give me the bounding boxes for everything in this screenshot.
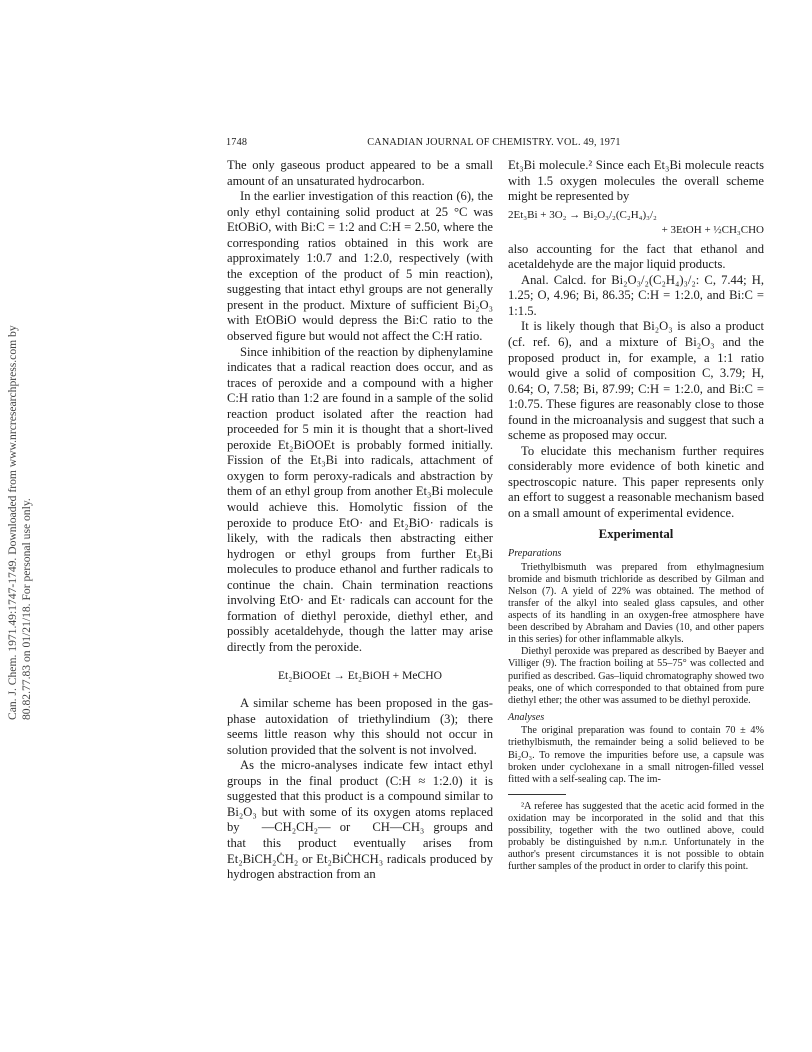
paragraph: The only gaseous product appeared to be a small amount of an unsaturated hydrocarbon. [227,158,493,188]
paragraph: Triethylbismuth was prepared from ethylmagnesium bromide and bismuth trichloride as described by Gilman and Nelson (7). A yield of 22% was obtained. The method of transfer of the alkyl into sealed glass capsules, and other aspects of its handling in an oxygen-free atmosphere have been described by Abraham and Davies (10, and other papers in this series) for other inflammable alkyls. [508,561,764,646]
equation-line: 2Et₃Bi + 3O₂ → Bi₂O₃/₂(C₂H₄)₃/₂ [508,208,657,221]
paragraph: A similar scheme has been proposed in the gas-phase autoxidation of triethylindium (3); there seems little reason why this should not occur in solution provided that the solvent is not involved. [227,696,493,757]
footnote: ²A referee has suggested that the acetic acid formed in the oxidation may be incorporated in the solid and that this possibility, together with the two outlined above, could probably be distinguished by n.m.r. Unfortunately in the author's present circumstances it is not possible to obtain further samples of the product in order to clarify this point. [508,800,764,873]
download-watermark-text: Can. J. Chem. 1971.49:1747-1749. Downloaded from www.nrcresearchpress.com by 80.82.77.83 on 01/21/18. For personal use only. [6,325,33,720]
right-column [508,158,764,873]
journal-title: CANADIAN JOURNAL OF CHEMISTRY. VOL. 49, 1971 [367,137,621,148]
equation-line: + 3EtOH + ½CH₃CHO [661,224,764,237]
paragraph: Et₃Bi molecule.² Since each Et₃Bi molecule reacts with 1.5 oxygen molecules the overall scheme might be represented by [508,158,764,204]
paragraph [227,758,493,882]
page-number: 1748 [226,137,248,148]
footnote-divider [508,794,566,795]
section-heading: Experimental [598,526,674,541]
paragraph-text: groups and that this product eventually arises from Et₂BiCH₂ĊH₂ or Et₂BiĊHCH₃ radicals produced by hydrogen abstraction from an [227,820,493,882]
paragraph: The original preparation was found to contain 70 ± 4% triethylbismuth, the remainder being a solid believed to be Bi₂O₃. To remove the impurities before use, a capsule was broken under cyclohexane in a small nitrogen-filled vessel fitted with a self-sealing cap. The im- [508,725,764,785]
paragraph: It is likely though that Bi₂O₃ is also a product (cf. ref. 6), and a mixture of Bi₂O₃ and the proposed product in, for example, a 1:1 ratio would give a solid of composition C, 3.79; H, 0.64; O, 7.58; Bi, 87.99; C:H = 1:2.0, and Bi:C = 1:0.75. These figures are reasonably close to those found in the microanalysis and suggest that such a scheme as proposed may occur. [508,319,764,443]
subsection-heading: Analyses [508,711,545,723]
equation: Et₂BiOOEt → Et₂BiOH + MeCHO [277,668,443,682]
paragraph: Anal. Calcd. for Bi₂O₃/₂(C₂H₄)₃/₂: C, 7.44; H, 1.25; O, 4.96; Bi, 86.35; C:H = 1:2.0, and Bi:C = 1:1.5. [508,272,764,318]
paragraph: Since inhibition of the reaction by diphenylamine indicates that a radical reaction does occur, and as traces of peroxide and a compound with a higher C:H ratio than 1:2 are found in a sample of the solid reaction product isolated after the reaction had proceeded for 5 min it is thought that a short-lived peroxide Et₂BiOOEt is probably formed initially. Fission of the Et₃Bi into radicals, attachment of oxygen to form peroxy-radicals and abstraction by them of an ethyl group from another Et₃Bi molecule would achieve this. Homolytic fission of the peroxide to produce EtO· and Et₂BiO· radicals is likely, with the radicals then abstracting either hydrogen or ethyl groups from further Et₃Bi molecules to produce ethanol and further radicals to continue the chain. Chain termination reactions involving EtO· and Et· radicals can account for the formation of diethyl peroxide, diethyl ether, and possibly acetaldehyde, though the latter may arise directly from the peroxide. [227,344,493,654]
left-column [227,158,493,883]
paragraph: Diethyl peroxide was prepared as described by Baeyer and Villiger (9). The fraction boiling at 55–75° was collected and purified as described. Gas–liquid chromatography showed two peaks, one of which corresponded to that obtained from pure diethyl ether; the other was assumed to be diethyl peroxide. [508,646,764,706]
download-watermark [6,300,42,720]
paragraph: In the earlier investigation of this reaction (6), the only ethyl containing solid product at 25 °C was EtOBiO, with Bi:C = 1:2 and C:H = 2.50, where the corresponding ratios obtained in this work are approximately 1:0.7 and 1:2.0, respectively (with the exception of the product of 5 min reaction), suggesting that intact ethyl groups are not generally present in the product. Mixture of sufficient Bi₂O₃ with EtOBiO would depress the Bi:C ratio to the observed figure but would not affect the C:H ratio. [227,189,493,344]
or-word: or [339,820,351,835]
subsection-heading: Preparations [508,548,562,560]
paragraph: To elucidate this mechanism further requires considerably more evidence of both kinetic and spectroscopic nature. This paper represents only an effort to suggest a reasonable mechanism based on a small amount of experimental evidence. [508,443,764,521]
ethylene-group: —CH₂CH₂— [261,820,331,835]
paragraph-text: As the micro-analyses indicate few intact ethyl groups in the final product (C:H ≈ 1:2.0) it is suggested that this product is a compound similar to Bi₂O₃ but with some of its oxygen atoms replaced by [227,758,493,835]
paragraph: also accounting for the fact that ethanol and acetaldehyde are the major liquid products. [508,241,764,272]
ethylidene-group: CH—CH₃ [372,820,425,835]
